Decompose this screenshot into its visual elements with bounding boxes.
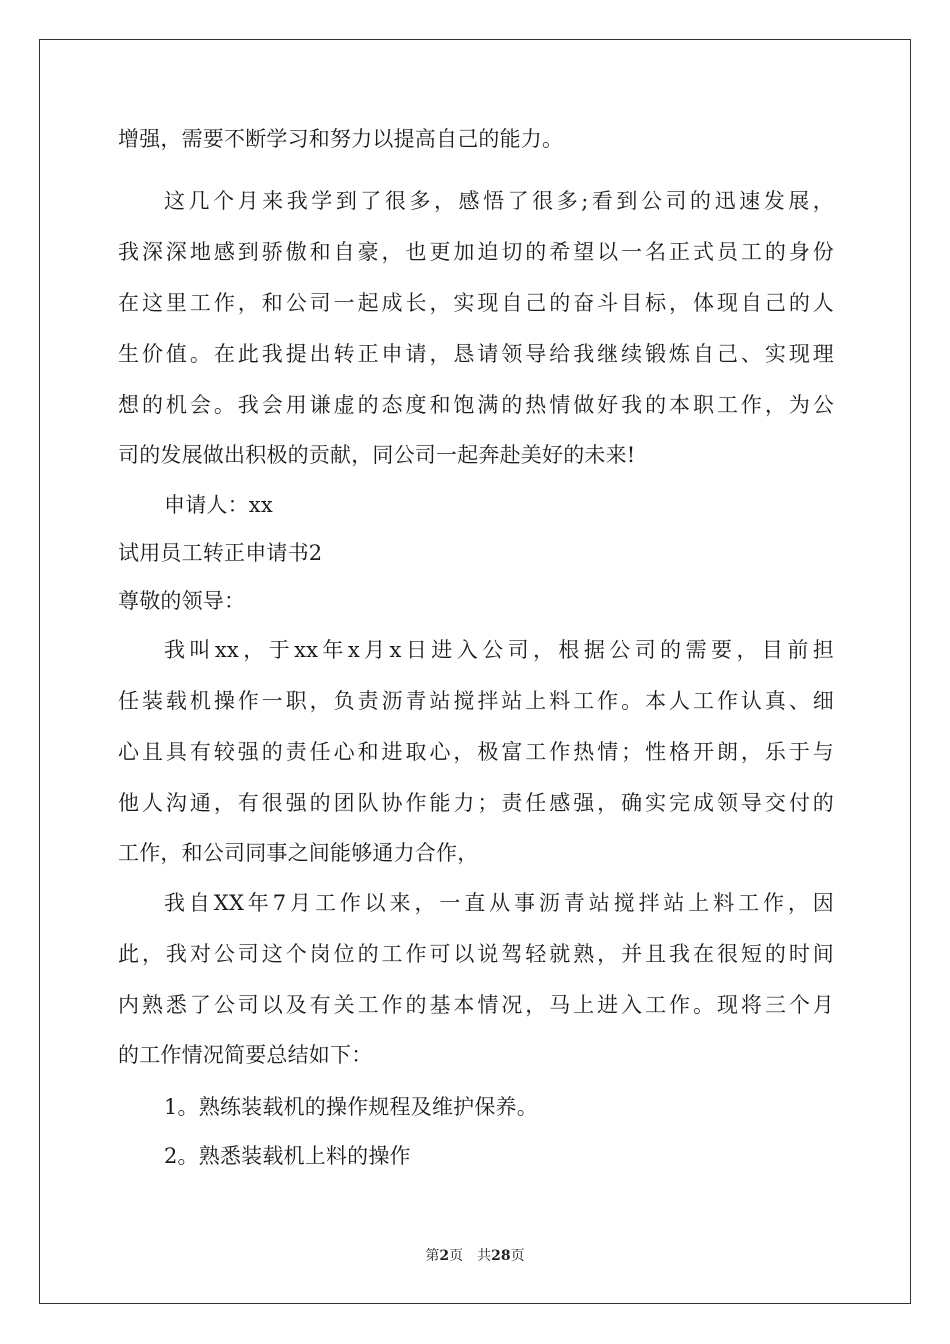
applicant-line: 申请人：xx	[164, 493, 273, 517]
text-line: 此，我对公司这个岗位的工作可以说驾轻就熟，并且我在很短的时间	[118, 942, 834, 966]
text-line: 任装载机操作一职，负责沥青站搅拌站上料工作。本人工作认真、细	[118, 689, 834, 713]
page-footer	[0, 1247, 950, 1265]
text-line: 在这里工作，和公司一起成长，实现自己的奋斗目标，体现自己的人	[118, 291, 834, 315]
paragraph-first-line: 这几个月来我学到了很多，感悟了很多;看到公司的迅速发展，	[164, 189, 834, 213]
current-page-number: 2	[439, 1248, 450, 1264]
section-title: 试用员工转正申请书2	[118, 541, 323, 565]
text-line: 增强，需要不断学习和努力以提高自己的能力。	[118, 127, 564, 151]
text-line: 想的机会。我会用谦虚的态度和饱满的热情做好我的本职工作，为公	[118, 393, 834, 417]
footer-total-suffix: 页	[510, 1248, 525, 1264]
text-line: 他人沟通，有很强的团队协作能力；责任感强，确实完成领导交付的	[118, 791, 834, 815]
salutation: 尊敬的领导：	[118, 589, 246, 613]
text-line: 工作，和公司同事之间能够通力合作，	[118, 841, 479, 865]
text-line: 我深深地感到骄傲和自豪，也更加迫切的希望以一名正式员工的身份	[118, 240, 834, 264]
text-line: 生价值。在此我提出转正申请，恳请领导给我继续锻炼自己、实现理	[118, 342, 834, 366]
list-item: 2。熟悉装载机上料的操作	[164, 1144, 411, 1168]
total-pages-number: 28	[491, 1248, 511, 1264]
text-line: 的工作情况简要总结如下：	[118, 1043, 373, 1067]
text-line: 内熟悉了公司以及有关工作的基本情况，马上进入工作。现将三个月	[118, 993, 834, 1017]
list-item: 1。熟练装载机的操作规程及维护保养。	[164, 1095, 538, 1119]
paragraph-first-line: 我自XX年7月工作以来，一直从事沥青站搅拌站上料工作，因	[164, 891, 834, 915]
footer-prefix: 第	[425, 1248, 440, 1264]
text-line: 心且具有较强的责任心和进取心，极富工作热情；性格开朗，乐于与	[118, 740, 834, 764]
footer-total-prefix: 共	[477, 1248, 492, 1264]
text-line: 司的发展做出积极的贡献，同公司一起奔赴美好的未来!	[118, 443, 636, 467]
paragraph-first-line: 我叫xx，于xx年x月x日进入公司，根据公司的需要，目前担	[164, 638, 834, 662]
footer-page-suffix: 页	[449, 1248, 464, 1264]
